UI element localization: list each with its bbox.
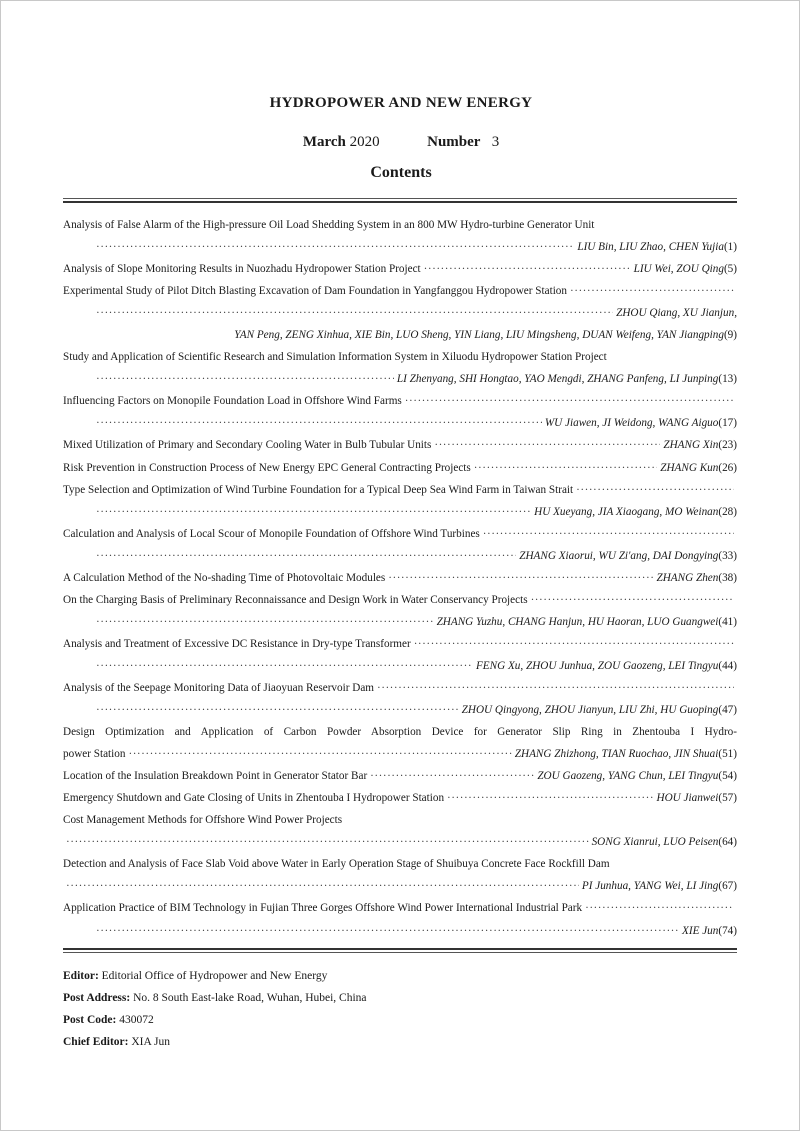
toc-authors: SONG Xianrui, LUO Peisen (591, 836, 719, 849)
toc-entry (63, 765, 737, 787)
postcode-label: Post Code: (63, 1014, 117, 1026)
dot-leader (585, 897, 734, 919)
toc-title: Experimental Study of Pilot Ditch Blasting Excavation of Dam Foundation in Yangfanggou Hydropower Station (63, 285, 567, 298)
issue-number-label: Number (427, 134, 481, 150)
toc-entry-title (63, 214, 737, 236)
toc-title: Mixed Utilization of Primary and Secondary Cooling Water in Bulb Tubular Units (63, 439, 432, 452)
toc-page: (23) (718, 439, 737, 452)
issue-month: March (302, 134, 346, 150)
toc-entry-authors (63, 412, 737, 434)
toc-title: Location of the Insulation Breakdown Point in Generator Stator Bar (63, 770, 368, 783)
toc-title: Analysis of False Alarm of the High-pressure Oil Load Shedding System in an 800 MW Hydro-turbine Generator Unit (63, 219, 595, 231)
toc-authors: LIU Bin, LIU Zhao, CHEN Yujia (577, 241, 724, 254)
dot-leader (370, 765, 534, 787)
toc-authors: YAN Peng, ZENG Xinhua, XIE Bin, LUO Sheng, YIN Liang, LIU Mingsheng, DUAN Weifeng, YAN Jiangping (234, 329, 724, 342)
dot-leader (96, 699, 459, 721)
toc-authors: PI Junhua, YANG Wei, LI Jing (581, 880, 719, 893)
address-value: No. 8 South East-lake Road, Wuhan, Hubei, China (133, 992, 367, 1004)
toc-page: (9) (723, 329, 737, 342)
toc-authors: LIU Wei, ZOU Qing (633, 263, 724, 276)
dot-leader (531, 589, 734, 611)
dot-leader (96, 611, 434, 633)
toc-authors: ZHANG Yuzhu, CHANG Hanjun, HU Haoran, LUO Guangwei (436, 615, 719, 628)
address-label: Post Address: (63, 992, 131, 1004)
toc-authors: XIE Jun (682, 924, 719, 937)
toc-authors: LI Zhenyang, SHI Hongtao, YAO Mengdi, ZHANG Panfeng, LI Junping (396, 373, 719, 386)
toc-entry-title (63, 523, 737, 545)
toc-title: On the Charging Basis of Preliminary Reconnaissance and Design Work in Water Conservancy Projects (63, 593, 528, 606)
issue-number: 3 (491, 134, 500, 150)
editor-value: Editorial Office of Hydropower and New Energy (101, 970, 328, 982)
toc-entry-title (63, 633, 737, 655)
toc-authors: ZHANG Xiaorui, WU Zi'ang, DAI Dongying (519, 549, 719, 562)
toc-entry-title (63, 677, 737, 699)
toc-entry-authors (63, 875, 737, 897)
toc-page: (74) (718, 924, 737, 937)
toc-page: (67) (718, 880, 737, 893)
toc-title: Risk Prevention in Construction Process of New Energy EPC General Contracting Projects (63, 461, 471, 474)
toc-page: (54) (718, 770, 737, 783)
dot-leader (96, 236, 574, 258)
toc-entry-authors (63, 831, 737, 853)
toc-entry-authors (63, 236, 737, 258)
dot-leader (128, 743, 511, 765)
toc-title: Analysis of Slope Monitoring Results in Nuozhadu Hydropower Station Project (63, 263, 421, 276)
imprint (63, 965, 367, 1053)
toc-entry-authors (63, 545, 737, 567)
toc-authors: ZHOU Qiang, XU Jianjun, (616, 307, 737, 320)
toc-entry (63, 434, 737, 456)
top-rule-thin (63, 198, 737, 199)
toc-page: (44) (718, 659, 737, 672)
editor-line (63, 965, 367, 987)
issue-line (1, 134, 800, 151)
dot-leader (96, 412, 542, 434)
toc-authors: FENG Xu, ZHOU Junhua, ZOU Gaozeng, LEI Tingyu (475, 659, 719, 672)
toc-entry-authors (63, 302, 737, 324)
toc-entry (63, 258, 737, 280)
toc-entry (63, 457, 737, 479)
toc-page: (41) (718, 615, 737, 628)
toc-title: Design Optimization and Application of Carbon Powder Absorption Device for Generator Slip Ring in Zhentouba I Hydro- (63, 726, 737, 739)
toc-entry-authors (63, 611, 737, 633)
dot-leader (570, 280, 734, 302)
dot-leader (434, 434, 660, 456)
toc-title-cont: power Station (63, 748, 126, 761)
bottom-rule-thick (63, 948, 737, 950)
postcode-value: 430072 (119, 1014, 154, 1026)
toc-authors: WU Jiawen, JI Weidong, WANG Aiguo (544, 417, 719, 430)
toc-title: Cost Management Methods for Offshore Wind Power Projects (63, 814, 343, 827)
toc-title: Analysis and Treatment of Excessive DC Resistance in Dry-type Transformer (63, 637, 411, 650)
toc-entry-title (63, 809, 737, 831)
toc-page: (38) (718, 571, 737, 584)
contents-title: Contents (370, 164, 432, 181)
dot-leader (96, 302, 613, 324)
dot-leader (424, 258, 631, 280)
editor-label: Editor: (63, 970, 99, 982)
toc-entry-authors (63, 655, 737, 677)
toc-entry-authors (63, 324, 737, 346)
toc-title: Detection and Analysis of Face Slab Void above Water in Early Operation Stage of Shuibuya Concrete Face Rockfill Dam (63, 858, 610, 871)
toc-authors: ZHOU Qingyong, ZHOU Jianyun, LIU Zhi, HU Guoping (461, 704, 719, 717)
toc-entry-title (63, 897, 737, 919)
toc-title: Analysis of the Seepage Monitoring Data of Jiaoyuan Reservoir Dam (63, 681, 374, 694)
dot-leader (474, 457, 657, 479)
dot-leader (96, 501, 531, 523)
dot-leader (96, 368, 394, 390)
dot-leader (483, 523, 734, 545)
toc-title: Application Practice of BIM Technology in Fujian Three Gorges Offshore Wind Power International Industrial Park (63, 902, 583, 915)
dot-leader (96, 545, 516, 567)
toc-entry-authors (63, 501, 737, 523)
toc-page: (47) (718, 704, 737, 717)
toc-title: Study and Application of Scientific Research and Simulation Information System in Xiluodu Hydropower Station Project (63, 351, 607, 364)
dot-leader (576, 479, 734, 501)
toc-authors: ZHANG Zhizhong, TIAN Ruochao, JIN Shuai (514, 748, 719, 761)
toc-page: (51) (718, 748, 737, 761)
toc-title: Calculation and Analysis of Local Scour of Monopile Foundation of Offshore Wind Turbines (63, 527, 480, 540)
toc-page: (5) (723, 263, 737, 276)
toc-authors: ZHANG Zhen (656, 571, 719, 584)
dot-leader (377, 677, 734, 699)
issue-year: 2020 (349, 134, 380, 150)
toc-authors: ZOU Gaozeng, YANG Chun, LEI Tingyu (537, 770, 719, 783)
toc-title: Type Selection and Optimization of Wind Turbine Foundation for a Typical Deep Sea Wind Farm in Taiwan Strait (63, 483, 574, 496)
dot-leader (388, 567, 653, 589)
toc-authors: HU Xueyang, JIA Xiaogang, MO Weinan (534, 505, 719, 518)
toc-authors: ZHANG Xin (663, 439, 719, 452)
toc-page: (1) (723, 241, 737, 254)
toc-entry-authors (63, 743, 737, 765)
toc-page: (26) (718, 461, 737, 474)
postcode-line (63, 1009, 367, 1031)
toc-entry-authors (63, 920, 737, 942)
toc-entry-title (63, 853, 737, 875)
toc-entry-title (63, 479, 737, 501)
dot-leader (96, 920, 679, 942)
dot-leader (96, 655, 473, 677)
toc-entry-title (63, 390, 737, 412)
top-rule-thick (63, 201, 737, 203)
toc-page: (17) (718, 417, 737, 430)
toc-page: (28) (718, 505, 737, 518)
toc-entry (63, 567, 737, 589)
journal-title: HYDROPOWER AND NEW ENERGY (269, 95, 533, 111)
chief-editor-value: XIA Jun (131, 1036, 171, 1048)
address-line (63, 987, 367, 1009)
chief-editor-line (63, 1031, 367, 1053)
toc-authors: ZHANG Kun (660, 461, 719, 474)
dot-leader (447, 787, 653, 809)
toc-authors: HOU Jianwei (656, 792, 719, 805)
toc-entry-title (63, 346, 737, 368)
toc-page: (13) (718, 373, 737, 386)
table-of-contents (63, 214, 737, 942)
toc-page: (33) (718, 549, 737, 562)
toc-entry-title (63, 721, 737, 743)
dot-leader (405, 390, 734, 412)
chief-editor-label: Chief Editor: (63, 1036, 129, 1048)
toc-entry-title (63, 280, 737, 302)
toc-entry (63, 787, 737, 809)
toc-title: A Calculation Method of the No-shading Time of Photovoltaic Modules (63, 571, 386, 584)
dot-leader (66, 875, 579, 897)
toc-page: (64) (718, 836, 737, 849)
toc-entry-authors (63, 368, 737, 390)
toc-entry-title (63, 589, 737, 611)
toc-title: Emergency Shutdown and Gate Closing of Units in Zhentouba I Hydropower Station (63, 792, 445, 805)
toc-page: (57) (718, 792, 737, 805)
toc-title: Influencing Factors on Monopile Foundation Load in Offshore Wind Farms (63, 395, 402, 408)
bottom-rule-thin (63, 952, 737, 953)
dot-leader (414, 633, 734, 655)
dot-leader (66, 831, 589, 853)
toc-entry-authors (63, 699, 737, 721)
